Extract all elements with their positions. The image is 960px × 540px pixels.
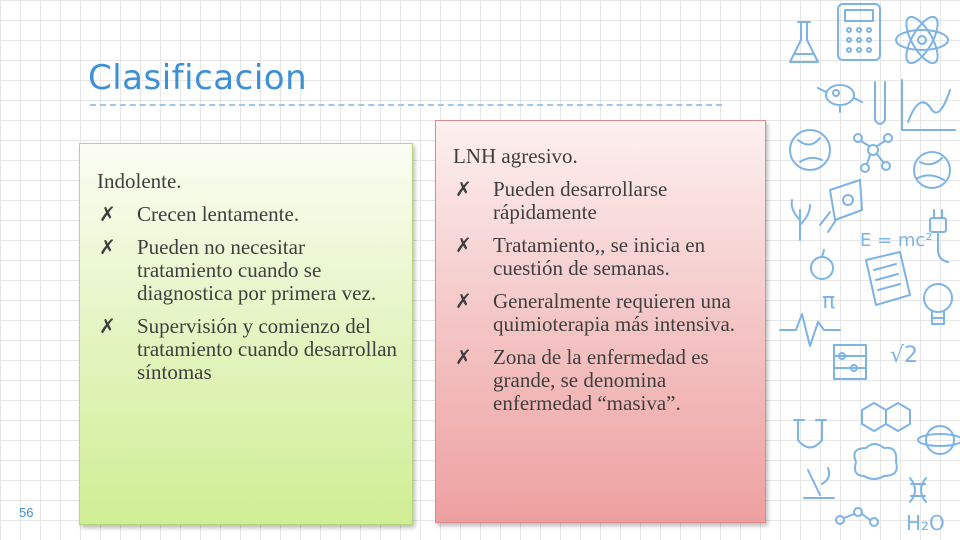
dna-icon: [910, 478, 926, 502]
hexagon-molecule-icon: [862, 403, 910, 431]
list-item-text: Zona de la enfermedad es grande, se denomina enfermedad “masiva”.: [493, 345, 709, 415]
list-item: [97, 315, 402, 384]
list-item-text: Pueden desarrollarse rápidamente: [493, 177, 668, 224]
list-item: [453, 346, 756, 415]
planet-icon: [918, 426, 960, 454]
atom-icon: [896, 12, 948, 67]
root-label: √2: [890, 343, 919, 368]
graph-icon: [902, 80, 955, 130]
list-item: [97, 236, 402, 305]
x-mark-icon: ✗: [99, 314, 116, 338]
list-item: [453, 178, 756, 224]
x-mark-icon: ✗: [455, 289, 472, 313]
globe-icon: [790, 130, 830, 170]
flask-icon: [790, 22, 818, 62]
lightbulb-icon: [924, 284, 952, 324]
book-icon: [866, 252, 910, 305]
molecule-icon: [854, 134, 892, 172]
pi-label: π: [822, 289, 836, 314]
pulse-icon: [780, 314, 840, 346]
indolent-heading: Indolente.: [97, 169, 182, 193]
earth-icon: [914, 152, 950, 188]
test-tube-icon: [875, 82, 885, 124]
slide-title: Clasificacion: [88, 58, 308, 98]
list-item-text: Supervisión y comienzo del tratamiento cuando desarrollan síntomas: [137, 314, 398, 384]
x-mark-icon: ✗: [99, 202, 116, 226]
list-item-text: Pueden no necesitar tratamiento cuando se diagnostica por primera vez.: [137, 235, 377, 305]
x-mark-icon: ✗: [455, 345, 472, 369]
list-item: [453, 234, 756, 280]
science-doodles: [770, 0, 960, 540]
aggressive-panel: [435, 120, 766, 523]
page-number: 56: [19, 505, 34, 520]
list-item-text: Tratamiento,, se inicia en cuestión de semanas.: [493, 233, 706, 280]
indolent-panel: [79, 143, 413, 525]
indolent-list: [97, 203, 402, 384]
apple-icon: [811, 250, 833, 279]
list-item: [97, 203, 402, 226]
abacus-icon: [834, 345, 866, 379]
list-item: [453, 290, 756, 336]
list-item-text: Generalmente requieren una quimioterapia más intensiva.: [493, 289, 736, 336]
microscope-icon: [804, 468, 834, 498]
x-mark-icon: ✗: [99, 235, 116, 259]
structure-icon: [836, 508, 878, 526]
magnet-icon: [794, 420, 826, 448]
plug-icon: [930, 210, 948, 262]
bacteria-icon: [818, 85, 862, 112]
x-mark-icon: ✗: [455, 177, 472, 201]
x-mark-icon: ✗: [455, 233, 472, 257]
water-label: H₂O: [906, 511, 945, 535]
list-item-text: Crecen lentamente.: [137, 202, 300, 226]
plant-icon: [792, 200, 810, 240]
rocket-icon: [820, 180, 862, 232]
aggressive-heading: LNH agresivo.: [453, 144, 578, 168]
title-divider: [90, 104, 722, 106]
formula-label: E = mc²: [860, 230, 933, 251]
brain-icon: [854, 444, 896, 479]
calculator-icon: [838, 4, 880, 60]
aggressive-list: [453, 178, 756, 415]
